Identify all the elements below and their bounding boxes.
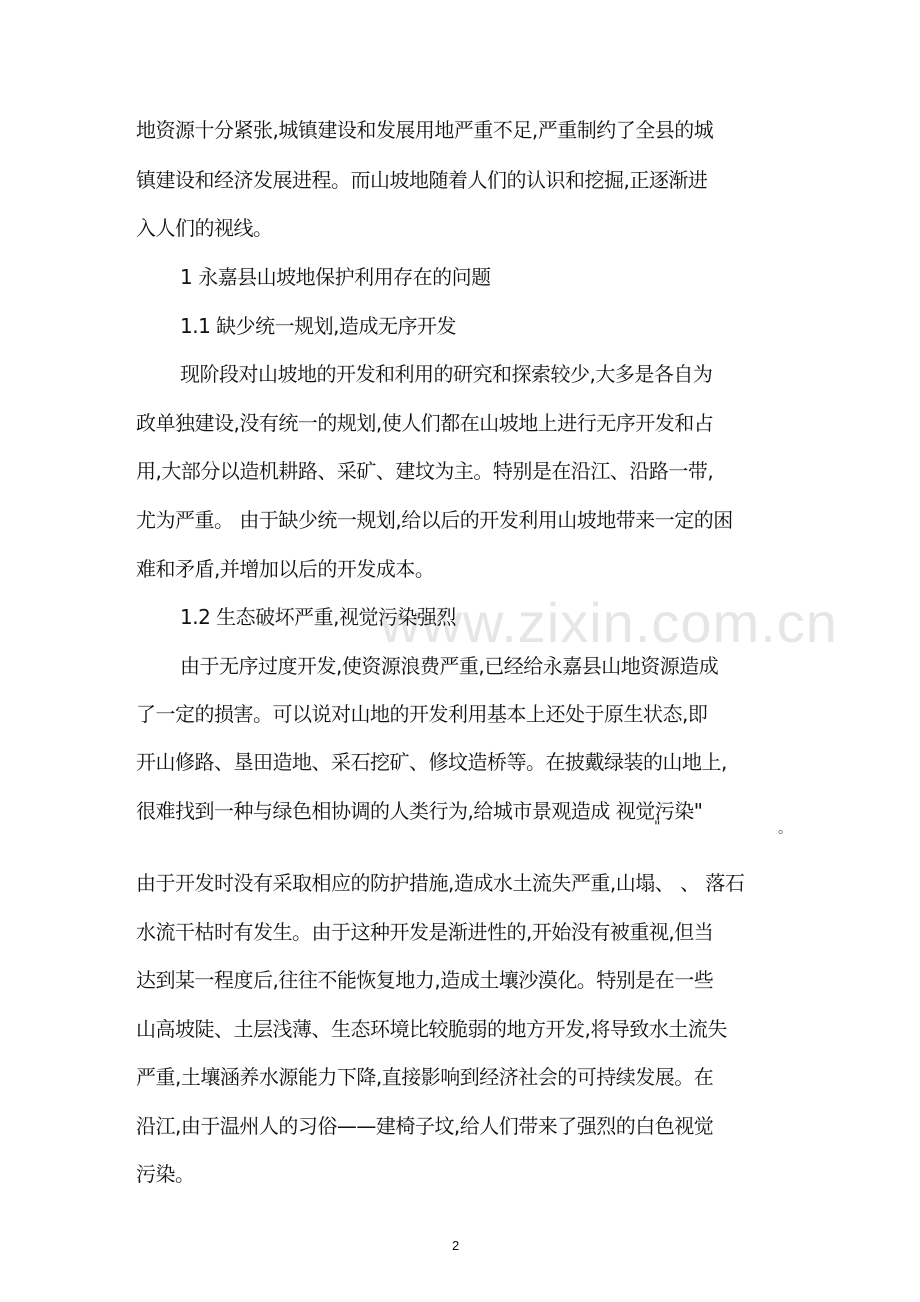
section-heading: 1 永嘉县山坡地保护利用存在的问题 <box>180 265 491 289</box>
stray-period-mark: 。 <box>778 821 792 837</box>
paragraph-line: 开山修路、垦田造地、采石挖矿、修坟造桥等。在披戴绿装的山地上, <box>136 750 727 774</box>
paragraph-line: 达到某一程度后,往往不能恢复地力,造成土壤沙漠化。特别是在一些 <box>136 968 714 992</box>
subsection-heading: 1.2 生态破坏严重,视觉污染强烈 <box>180 605 457 629</box>
paragraph-line: 严重,土壤涵养水源能力下降,直接影响到经济社会的可持续发展。在 <box>136 1065 714 1089</box>
paragraph-line: 由于无序过度开发,使资源浪费严重,已经给永嘉县山地资源造成 <box>180 654 719 678</box>
paragraph-line: 沿江,由于温州人的习俗——建椅子坟,给人们带来了强烈的白色视觉 <box>136 1114 714 1138</box>
paragraph-line: 污染。 <box>136 1162 195 1186</box>
paragraph-line: 由于开发时没有采取相应的防护措施,造成水土流失严重,山塌、 、 落石 <box>136 871 745 895</box>
paragraph-line: 水流干枯时有发生。由于这种开发是渐进性的,开始没有被重视,但当 <box>136 920 714 944</box>
subsection-heading: 1.1 缺少统一规划,造成无序开发 <box>180 314 457 338</box>
paragraph-line: 现阶段对山坡地的开发和利用的研究和探索较少,大多是各自为 <box>180 362 713 386</box>
paragraph-line: 入人们的视线。 <box>136 216 273 240</box>
page-number: 2 <box>452 1238 460 1253</box>
paragraph-line: 用,大部分以造机耕路、采矿、建坟为主。特别是在沿江、沿路一带, <box>136 459 714 483</box>
paragraph-line: 难和矛盾,并增加以后的开发成本。 <box>136 557 435 581</box>
watermark: www.zixin.com.cn <box>380 591 838 654</box>
paragraph-line: 山高坡陡、土层浅薄、生态环境比较脆弱的地方开发,将导致水土流失 <box>136 1017 727 1041</box>
paragraph-line: 尤为严重。 由于缺少统一规划,给以后的开发利用山坡地带来一定的困 <box>136 508 733 532</box>
paragraph-line: 很难找到一种与绿色相协调的人类行为,给城市景观造成 视觉污染" <box>136 799 703 823</box>
stray-quote-mark: " <box>654 819 661 835</box>
paragraph-line: 镇建设和经济发展进程。而山坡地随着人们的认识和挖掘,正逐渐进 <box>136 168 708 192</box>
paragraph-line: 地资源十分紧张,城镇建设和发展用地严重不足,严重制约了全县的城 <box>136 118 714 142</box>
paragraph-line: 了一定的损害。可以说对山地的开发利用基本上还处于原生状态,即 <box>136 702 708 726</box>
paragraph-line: 政单独建设,没有统一的规划,使人们都在山坡地上进行无序开发和占 <box>136 411 714 435</box>
